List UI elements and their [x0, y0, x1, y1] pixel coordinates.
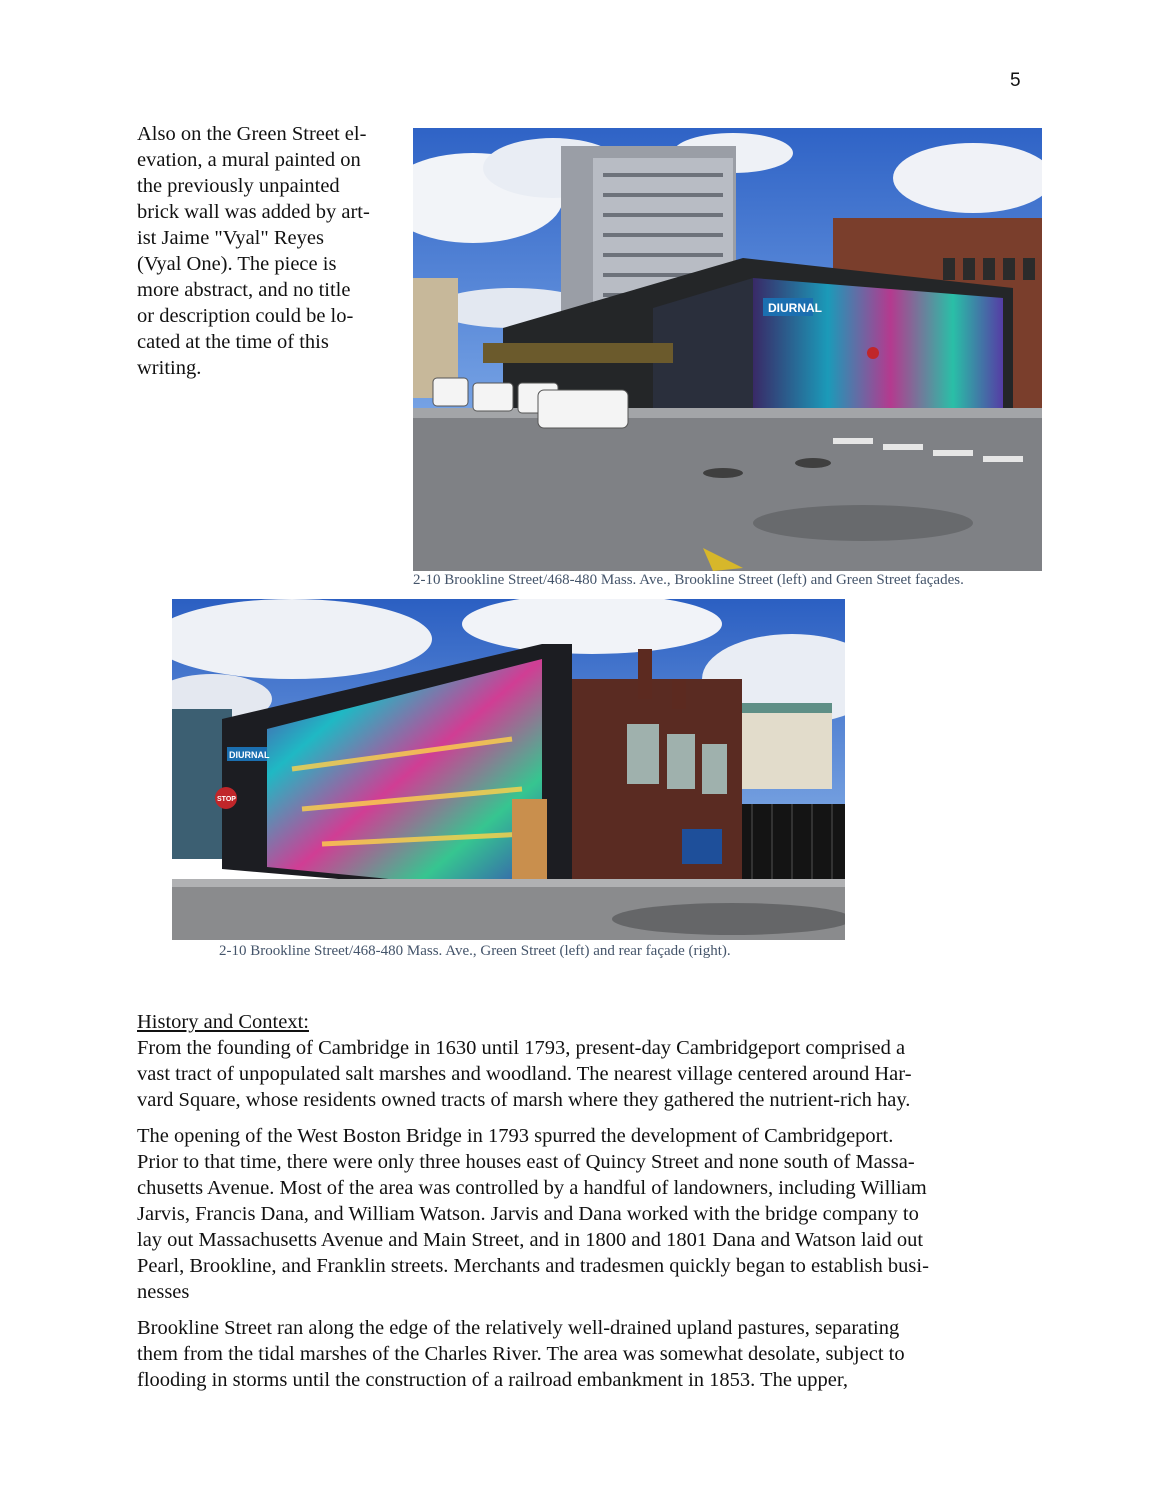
- figure-caption: 2-10 Brookline Street/468-480 Mass. Ave., Brookline Street (left) and Green Street façades.: [413, 572, 964, 588]
- text-line: nesses: [137, 1281, 190, 1303]
- text-line: writing.: [137, 357, 202, 379]
- figure-caption: 2-10 Brookline Street/468-480 Mass. Ave., Green Street (left) and rear façade (right).: [219, 943, 731, 959]
- text-line: more abstract, and no title: [137, 279, 351, 301]
- text-line: vard Square, whose residents owned tracts of marsh where they gathered the nutrient-rich hay.: [137, 1089, 911, 1111]
- text-line: (Vyal One). The piece is: [137, 253, 337, 275]
- text-line: ist Jaime "Vyal" Reyes: [137, 227, 324, 249]
- stop-sign-text: STOP: [217, 796, 236, 803]
- text-line: Jarvis, Francis Dana, and William Watson. Jarvis and Dana worked with the bridge company to: [137, 1203, 919, 1225]
- photo-brookline-green-facades: [413, 128, 1042, 571]
- text-line: the previously unpainted: [137, 175, 340, 197]
- text-line: lay out Massachusetts Avenue and Main Street, and in 1800 and 1801 Dana and Watson laid out: [137, 1229, 924, 1251]
- page-number: 5: [1010, 70, 1021, 91]
- text-line: Pearl, Brookline, and Franklin streets. Merchants and tradesmen quickly began to establish busi-: [137, 1255, 929, 1277]
- section-heading: History and Context:: [137, 1011, 309, 1033]
- text-line: cated at the time of this: [137, 331, 329, 353]
- text-line: brick wall was added by art-: [137, 201, 370, 223]
- text-line: From the founding of Cambridge in 1630 until 1793, present-day Cambridgeport comprised a: [137, 1037, 906, 1059]
- photo-illustration: [413, 128, 1042, 571]
- history-paragraph: [137, 1035, 1027, 1113]
- text-line: vast tract of unpopulated salt marshes and woodland. The nearest village centered around Har-: [137, 1063, 912, 1085]
- text-line: chusetts Avenue. Most of the area was controlled by a handful of landowners, including William: [137, 1177, 927, 1199]
- mural-sign-text: DIURNAL: [229, 750, 270, 760]
- text-line: Also on the Green Street el-: [137, 123, 367, 145]
- text-line: flooding in storms until the construction of a railroad embankment in 1853. The upper,: [137, 1369, 849, 1391]
- text-line: Prior to that time, there were only three houses east of Quincy Street and none south of Massa-: [137, 1151, 915, 1173]
- text-line: evation, a mural painted on: [137, 149, 361, 171]
- text-line: The opening of the West Boston Bridge in 1793 spurred the development of Cambridgeport.: [137, 1125, 894, 1147]
- history-paragraph: [137, 1123, 1027, 1305]
- history-paragraph: [137, 1315, 1027, 1393]
- photo-green-rear-facades: [172, 599, 845, 940]
- intro-paragraph: [137, 121, 399, 381]
- history-section: [137, 1009, 1027, 1403]
- text-line: them from the tidal marshes of the Charles River. The area was somewhat desolate, subject to: [137, 1343, 905, 1365]
- photo-illustration: [172, 599, 845, 940]
- text-line: Brookline Street ran along the edge of the relatively well-drained upland pastures, separating: [137, 1317, 900, 1339]
- text-line: or description could be lo-: [137, 305, 354, 327]
- mural-sign-text: DIURNAL: [768, 301, 822, 315]
